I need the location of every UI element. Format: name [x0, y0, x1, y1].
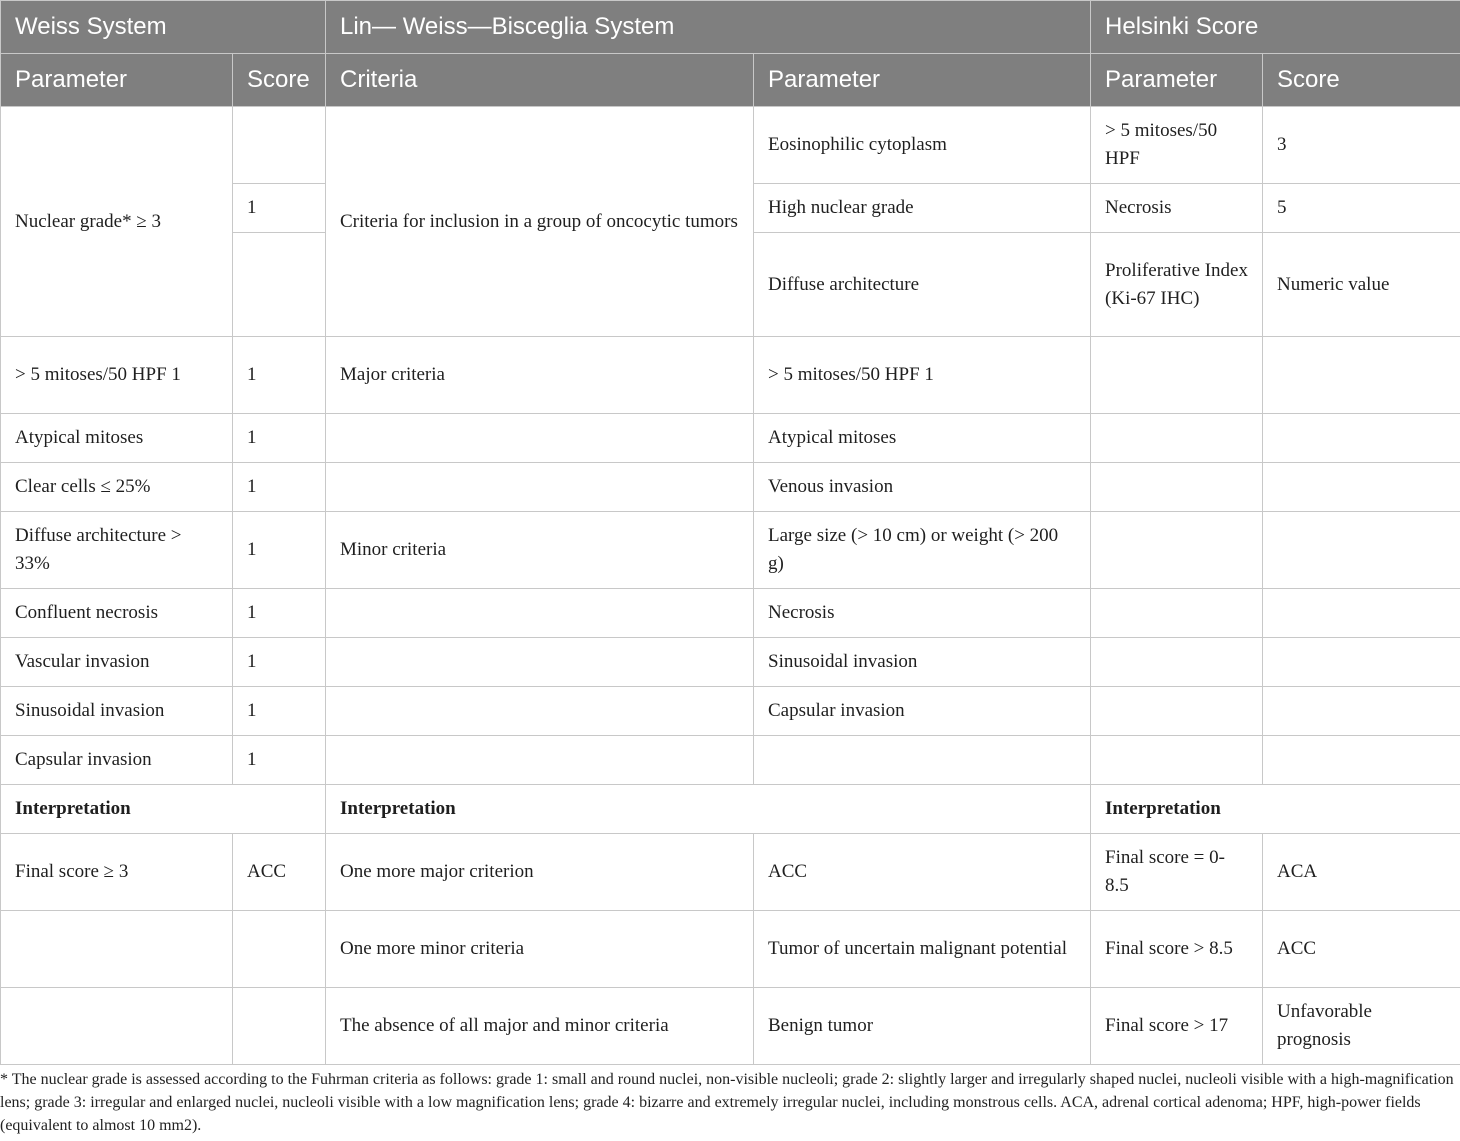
table-row — [1, 911, 1460, 988]
lwb-eosinophilic: Eosinophilic cytoplasm — [754, 107, 1091, 184]
weiss-mitoses-score: 1 — [233, 337, 326, 414]
empty-cell — [233, 911, 326, 988]
empty-cell — [326, 736, 754, 785]
weiss-diffuse-architecture: Diffuse architecture > 33% — [1, 512, 233, 589]
empty-cell — [1091, 638, 1263, 687]
helsinki-final-result-1: ACA — [1263, 834, 1460, 911]
lwb-major-interpretation: One more major criterion — [326, 834, 754, 911]
empty-cell — [233, 988, 326, 1065]
weiss-clear-score: 1 — [233, 463, 326, 512]
weiss-confluent-necrosis: Confluent necrosis — [1, 589, 233, 638]
table-footnote: * The nuclear grade is assessed according to the Fuhrman criteria as follows: grade 1: small and round nuclei, non-visible nucleoli; grade 2: slightly larger and irregularly shaped nuclei, nucleoli visible with a high-magnification lens; grade 3: irregular and enlarged nuclei, nucleoli visible with a low magnification lens; grade 4: bizarre and extremely irregular nuclei, including monstrous cells. ACA, adrenal cortical adenoma; HPF, high-power fields (equivalent to almost 10 mm2). — [0, 1071, 1454, 1134]
table-row — [1, 988, 1460, 1065]
lwb-capsular-invasion: Capsular invasion — [754, 687, 1091, 736]
empty-cell — [1, 911, 233, 988]
lwb-mitoses: > 5 mitoses/50 HPF 1 — [754, 337, 1091, 414]
empty-cell — [1091, 589, 1263, 638]
lwb-minor-interpretation: One more minor criteria — [326, 911, 754, 988]
helsinki-mitoses-score: 3 — [1263, 107, 1460, 184]
weiss-mitoses: > 5 mitoses/50 HPF 1 — [1, 337, 233, 414]
weiss-clear-cells: Clear cells ≤ 25% — [1, 463, 233, 512]
empty-cell — [1091, 512, 1263, 589]
helsinki-score-header: Helsinki Score — [1091, 1, 1460, 54]
helsinki-final-result-2: ACC — [1263, 911, 1460, 988]
helsinki-mitoses: > 5 mitoses/50 HPF — [1091, 107, 1263, 184]
column-header-row — [1, 54, 1460, 107]
weiss-sinusoidal-invasion: Sinusoidal invasion — [1, 687, 233, 736]
weiss-vascular-score: 1 — [233, 638, 326, 687]
empty-cell — [326, 463, 754, 512]
lwb-absence-interpretation: The absence of all major and minor criteria — [326, 988, 754, 1065]
helsinki-proliferative-score: Numeric value — [1263, 233, 1460, 337]
interpretation-header-row — [1, 785, 1460, 834]
empty-cell — [233, 233, 326, 337]
weiss-final-result: ACC — [233, 834, 326, 911]
empty-cell — [326, 589, 754, 638]
empty-cell — [1263, 463, 1460, 512]
table-row — [1, 834, 1460, 911]
table-row — [1, 638, 1460, 687]
helsinki-necrosis: Necrosis — [1091, 184, 1263, 233]
table-row — [1, 414, 1460, 463]
helsinki-final-score-2: Final score > 8.5 — [1091, 911, 1263, 988]
empty-cell — [1263, 414, 1460, 463]
empty-cell — [1091, 736, 1263, 785]
empty-cell — [1263, 638, 1460, 687]
weiss-atypical-mitoses: Atypical mitoses — [1, 414, 233, 463]
weiss-score-header: Score — [233, 54, 326, 107]
table-row — [1, 463, 1460, 512]
empty-cell — [1263, 512, 1460, 589]
weiss-necrosis-score: 1 — [233, 589, 326, 638]
lwb-parameter-header: Parameter — [754, 54, 1091, 107]
lwb-system-header: Lin— Weiss—Bisceglia System — [326, 1, 1091, 54]
empty-cell — [1263, 736, 1460, 785]
lwb-high-nuclear-grade: High nuclear grade — [754, 184, 1091, 233]
weiss-sinusoidal-score: 1 — [233, 687, 326, 736]
table-row — [1, 337, 1460, 414]
system-header-row — [1, 1, 1460, 54]
weiss-system-header: Weiss System — [1, 1, 326, 54]
empty-cell — [326, 414, 754, 463]
empty-cell — [326, 687, 754, 736]
empty-cell — [1263, 687, 1460, 736]
helsinki-necrosis-score: 5 — [1263, 184, 1460, 233]
helsinki-parameter-header: Parameter — [1091, 54, 1263, 107]
lwb-large-size: Large size (> 10 cm) or weight (> 200 g) — [754, 512, 1091, 589]
table-row — [1, 589, 1460, 638]
lwb-necrosis: Necrosis — [754, 589, 1091, 638]
empty-cell — [1091, 687, 1263, 736]
helsinki-final-score-1: Final score = 0-8.5 — [1091, 834, 1263, 911]
table-row — [1, 736, 1460, 785]
lwb-absence-result: Benign tumor — [754, 988, 1091, 1065]
lwb-interpretation-label: Interpretation — [326, 785, 1091, 834]
weiss-capsular-score: 1 — [233, 736, 326, 785]
table-row — [1, 107, 1460, 184]
empty-cell — [1, 988, 233, 1065]
lwb-sinusoidal-invasion: Sinusoidal invasion — [754, 638, 1091, 687]
helsinki-proliferative-index: Proliferative Index (Ki-67 IHC) — [1091, 233, 1263, 337]
weiss-diffuse-score: 1 — [233, 512, 326, 589]
weiss-interpretation-label: Interpretation — [1, 785, 326, 834]
weiss-vascular-invasion: Vascular invasion — [1, 638, 233, 687]
lwb-major-criteria: Major criteria — [326, 337, 754, 414]
lwb-atypical-mitoses: Atypical mitoses — [754, 414, 1091, 463]
empty-cell — [1091, 414, 1263, 463]
lwb-minor-criteria: Minor criteria — [326, 512, 754, 589]
empty-cell — [1091, 463, 1263, 512]
weiss-nuclear-grade-score: 1 — [233, 184, 326, 233]
weiss-capsular-invasion: Capsular invasion — [1, 736, 233, 785]
weiss-parameter-header: Parameter — [1, 54, 233, 107]
weiss-nuclear-grade: Nuclear grade* ≥ 3 — [1, 107, 233, 337]
helsinki-final-result-3: Unfavorable prognosis — [1263, 988, 1460, 1065]
empty-cell — [754, 736, 1091, 785]
lwb-major-result: ACC — [754, 834, 1091, 911]
empty-cell — [1091, 337, 1263, 414]
lwb-diffuse-architecture: Diffuse architecture — [754, 233, 1091, 337]
weiss-final-score: Final score ≥ 3 — [1, 834, 233, 911]
helsinki-score-header: Score — [1263, 54, 1460, 107]
empty-cell — [1263, 589, 1460, 638]
table-row — [1, 687, 1460, 736]
helsinki-interpretation-label: Interpretation — [1091, 785, 1460, 834]
empty-cell — [233, 107, 326, 184]
empty-cell — [1263, 337, 1460, 414]
weiss-atypical-score: 1 — [233, 414, 326, 463]
lwb-minor-result: Tumor of uncertain malignant potential — [754, 911, 1091, 988]
lwb-criteria-header: Criteria — [326, 54, 754, 107]
lwb-venous-invasion: Venous invasion — [754, 463, 1091, 512]
helsinki-final-score-3: Final score > 17 — [1091, 988, 1263, 1065]
table-row — [1, 512, 1460, 589]
lwb-oncocytic-criteria: Criteria for inclusion in a group of oncocytic tumors — [326, 107, 754, 337]
empty-cell — [326, 638, 754, 687]
